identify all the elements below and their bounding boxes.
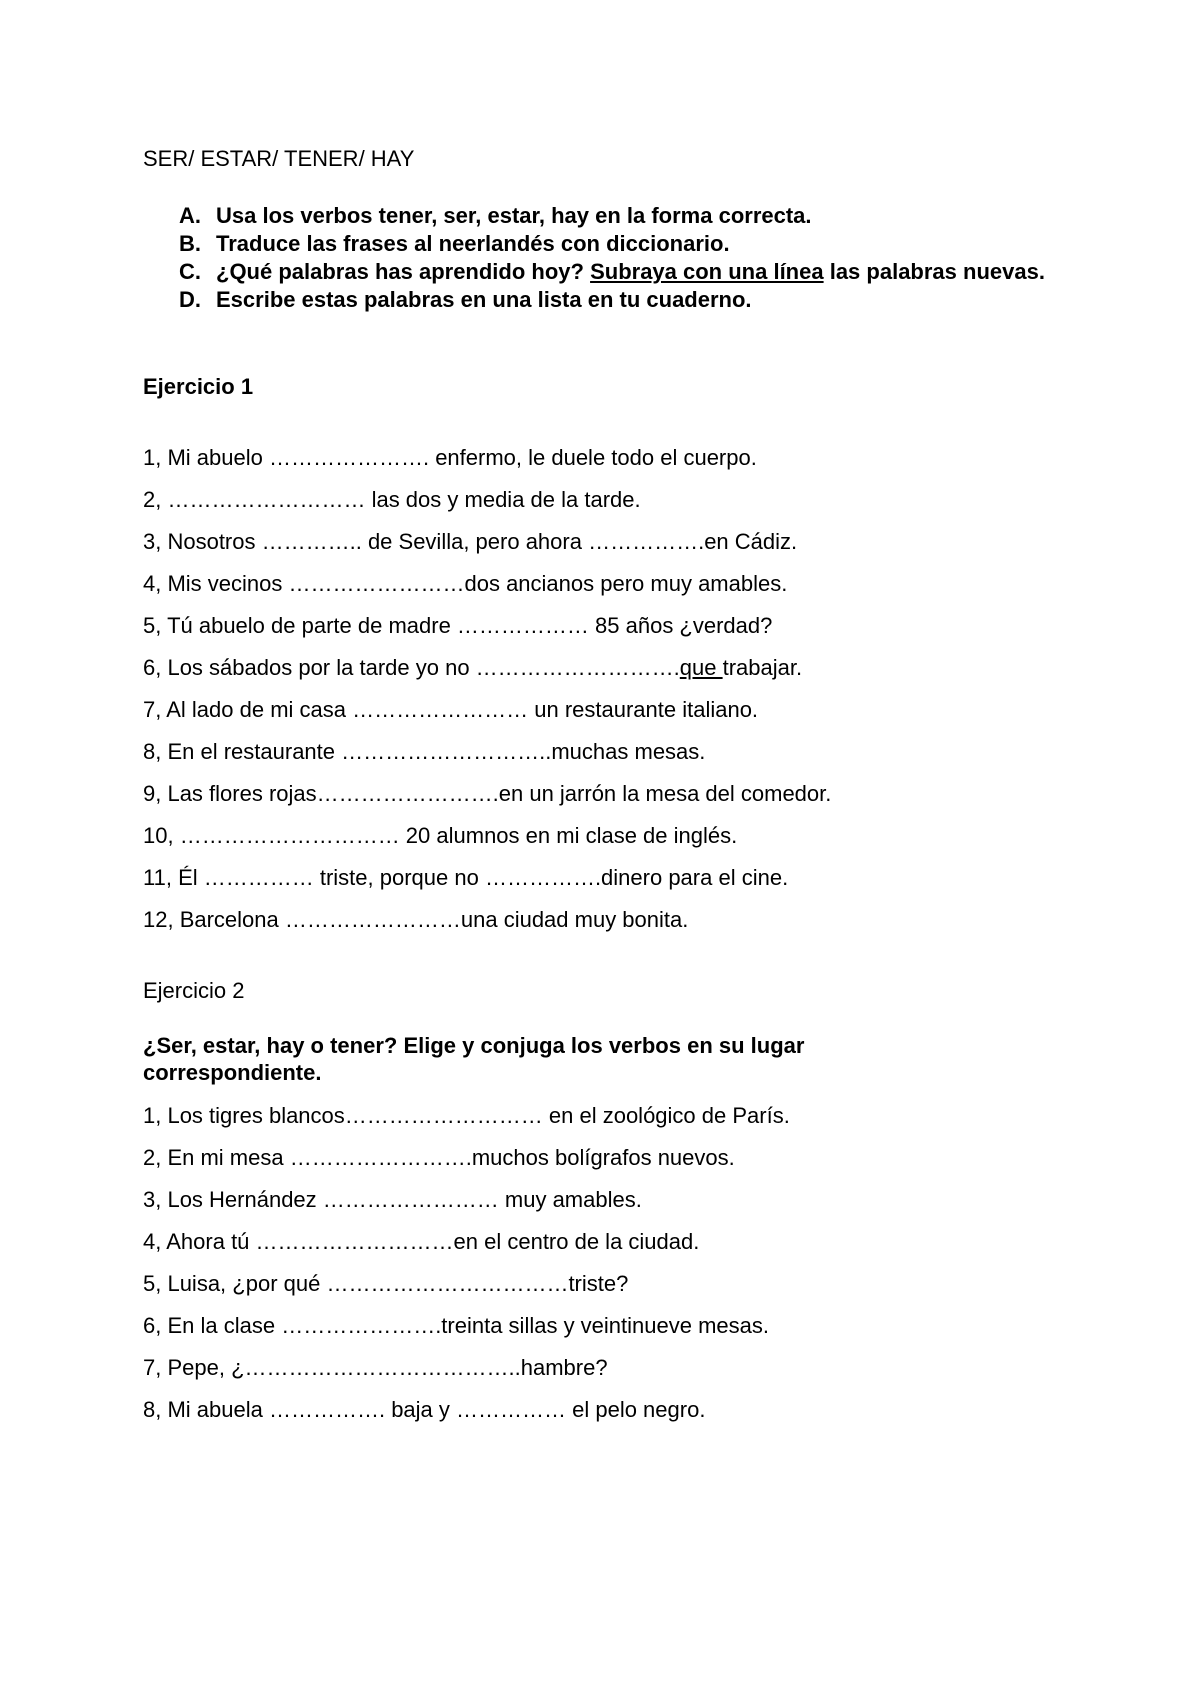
instruction-text: Usa los verbos tener, ser, estar, hay en la forma correcta. (216, 203, 812, 228)
instruction-text-before: ¿Qué palabras has aprendido hoy? (216, 259, 591, 284)
exercise-2-heading: Ejercicio 2 (143, 978, 245, 1003)
instruction-b (143, 230, 1063, 258)
sentence-underlined-word: que (679, 655, 723, 680)
exercise-1-sentence: 10, ………………………… 20 alumnos en mi clase de inglés. (143, 823, 738, 848)
document-title: SER/ ESTAR/ TENER/ HAY (143, 146, 415, 171)
exercise-1-sentence: 5, Tú abuelo de parte de madre ……………… 85 años ¿verdad? (143, 613, 773, 638)
instruction-underlined-text: Subraya con una línea (590, 259, 824, 284)
exercise-1-heading: Ejercicio 1 (143, 374, 254, 399)
exercise-2-sentence: 5, Luisa, ¿por qué ……………………………triste? (143, 1271, 629, 1296)
exercise-1-sentence: 12, Barcelona ……………………una ciudad muy bonita. (143, 907, 689, 932)
exercise-2-sentence: 8, Mi abuela ……………. baja y …………… el pelo negro. (143, 1397, 706, 1422)
exercise-1-sentence: 1, Mi abuelo …………………. enfermo, le duele todo el cuerpo. (143, 445, 757, 470)
instruction-d (143, 286, 1063, 314)
instruction-marker: C. (179, 259, 201, 284)
exercise-1-sentence: 2, ……………………… las dos y media de la tarde. (143, 487, 641, 512)
instructions-list (143, 202, 1063, 314)
exercise-2-prompt: ¿Ser, estar, hay o tener? Elige y conjuga los verbos en su lugar correspondiente. (143, 1033, 805, 1085)
exercise-1-sentence: 4, Mis vecinos ……………………dos ancianos pero muy amables. (143, 571, 788, 596)
instruction-text: Traduce las frases al neerlandés con diccionario. (216, 231, 730, 256)
instruction-text-after: las palabras nuevas. (823, 259, 1045, 284)
exercise-2-sentence: 1, Los tigres blancos……………………… en el zoológico de París. (143, 1103, 790, 1128)
exercise-1-sentence: 9, Las flores rojas…………………….en un jarrón la mesa del comedor. (143, 781, 832, 806)
exercise-2-sentence: 6, En la clase ………………….treinta sillas y veintinueve mesas. (143, 1313, 770, 1338)
exercise-2-sentence: 7, Pepe, ¿………………………………..hambre? (143, 1355, 608, 1380)
exercise-1-sentence: 11, Él …………… triste, porque no …………….dinero para el cine. (143, 865, 789, 890)
instruction-a (143, 202, 1063, 230)
sentence-text-before: 6, Los sábados por la tarde yo no ………………………. (143, 655, 680, 680)
instruction-marker: D. (179, 287, 201, 312)
exercise-2-sentence: 3, Los Hernández …………………… muy amables. (143, 1187, 642, 1212)
instruction-marker: B. (179, 231, 201, 256)
exercise-2-sentence: 4, Ahora tú ………………………en el centro de la ciudad. (143, 1229, 700, 1254)
instruction-text: Escribe estas palabras en una lista en tu cuaderno. (216, 287, 752, 312)
instruction-c (143, 258, 1063, 286)
exercise-1-sentence: 8, En el restaurante ………………………..muchas mesas. (143, 739, 706, 764)
instruction-marker: A. (179, 203, 201, 228)
exercise-2-sentence: 2, En mi mesa …………………….muchos bolígrafos nuevos. (143, 1145, 735, 1170)
exercise-1-sentence: 7, Al lado de mi casa …………………… un restaurante italiano. (143, 697, 759, 722)
exercise-1-sentence: 3, Nosotros ………….. de Sevilla, pero ahora …………….en Cádiz. (143, 529, 798, 554)
sentence-text-after: trabajar. (722, 655, 803, 680)
exercise-1-sentence (143, 655, 802, 681)
